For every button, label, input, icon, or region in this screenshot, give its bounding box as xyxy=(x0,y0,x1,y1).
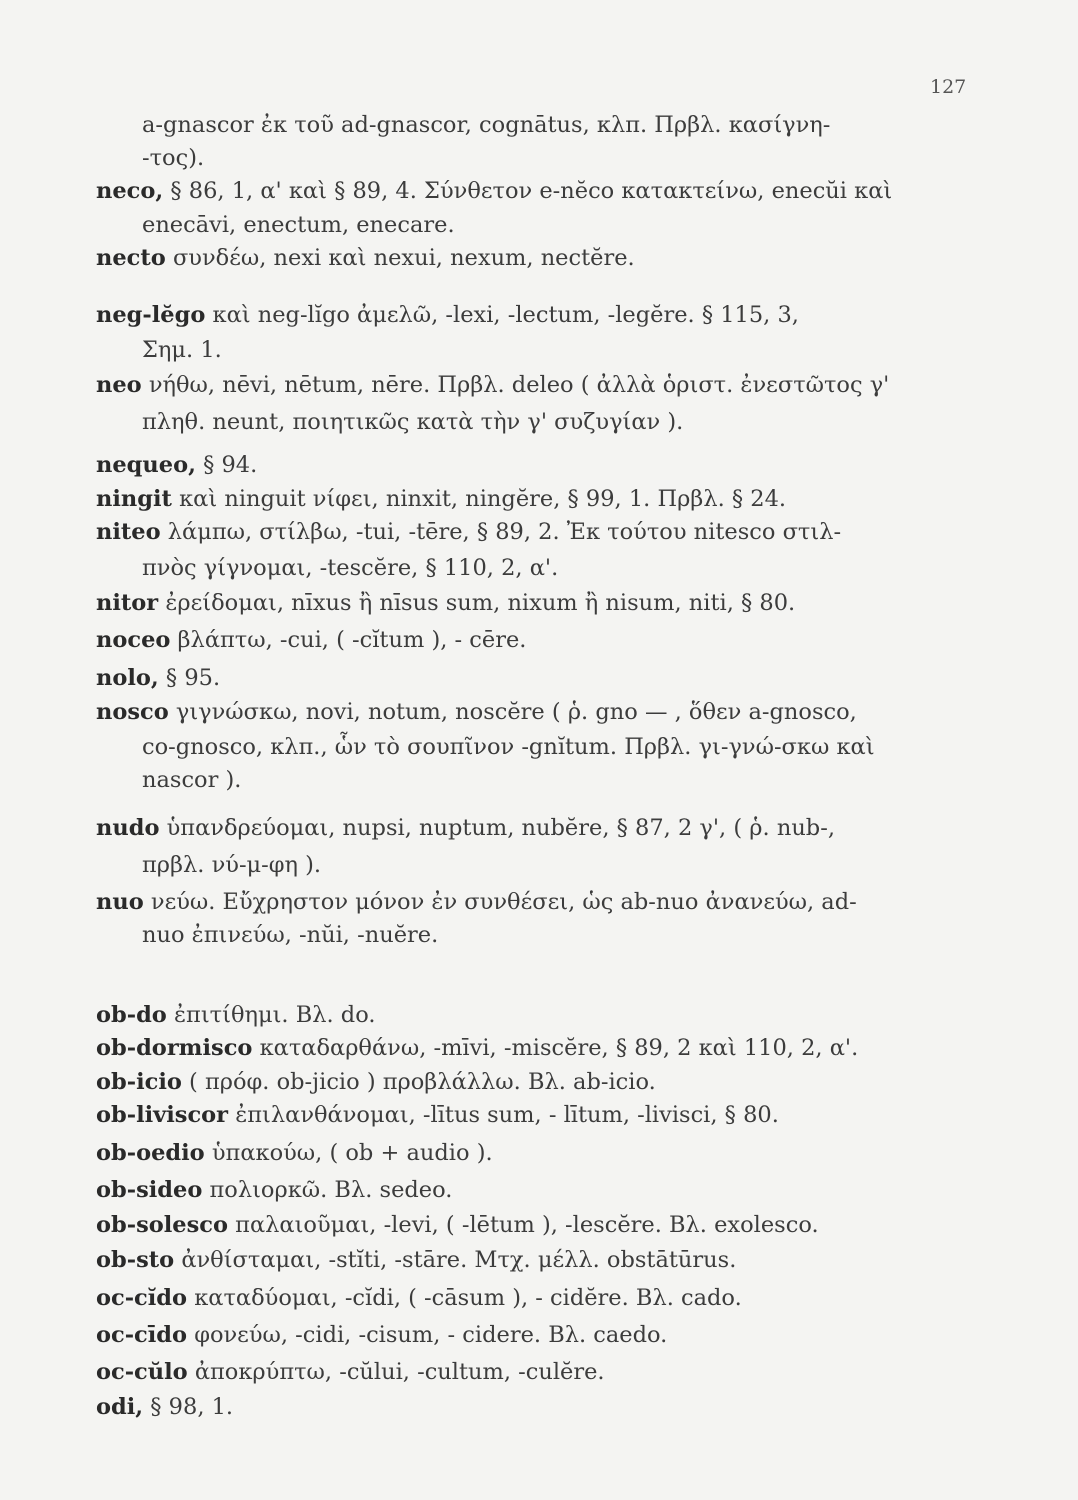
headword: nitor xyxy=(96,590,159,616)
entry-line xyxy=(96,1067,656,1097)
entry-line xyxy=(96,1175,452,1205)
entry-line xyxy=(96,588,795,618)
entry-line xyxy=(96,484,786,514)
entry-line xyxy=(96,517,841,547)
headword: necto xyxy=(96,245,166,271)
entry-text: ὑπανδρεύομαι, nupsi, nuptum, nubĕre, § 87, 2 γ', ( ῥ. nub-, xyxy=(166,815,835,841)
entry-text: ὑπακούω, ( ob + audio ). xyxy=(211,1140,493,1166)
headword: oc-cīdo xyxy=(96,1322,188,1348)
entry-text: καταδύομαι, -cĭdi, ( -cāsum ), - cidĕre. Βλ. cado. xyxy=(194,1285,742,1311)
entry-line xyxy=(96,1283,742,1313)
entry-line xyxy=(142,407,683,437)
headword: ob-sideo xyxy=(96,1177,203,1203)
headword: nequeo, xyxy=(96,452,196,478)
entry-line xyxy=(96,1210,819,1240)
headword: nudo xyxy=(96,815,160,841)
entry-line xyxy=(96,813,835,843)
headword: noceo xyxy=(96,627,171,653)
entry-line xyxy=(96,1100,779,1130)
entry-text: ἀνθίσταμαι, -stĭti, -stāre. Μτχ. μέλλ. obstātūrus. xyxy=(181,1247,737,1273)
headword: ob-oedio xyxy=(96,1140,205,1166)
entry-text: Σημ. 1. xyxy=(142,337,222,363)
entry-line xyxy=(96,625,526,655)
entry-text: nascor ). xyxy=(142,767,242,793)
entry-text: ἀποκρύπτω, -cŭlui, -cultum, -culĕre. xyxy=(194,1359,605,1385)
entry-text: § 94. xyxy=(203,452,258,478)
entry-text: a-gnascor ἐκ τοῦ ad-gnascor, cognātus, κλπ. Πρβλ. κασίγνη- xyxy=(142,112,831,138)
headword: ob-sto xyxy=(96,1247,175,1273)
entry-text: ἐπιτίθημι. Βλ. do. xyxy=(173,1002,376,1028)
entry-line xyxy=(142,143,204,173)
headword: oc-cĭdo xyxy=(96,1285,188,1311)
entry-line xyxy=(96,1357,605,1387)
headword: neo xyxy=(96,372,142,398)
entry-line xyxy=(96,1000,376,1030)
entry-line xyxy=(142,553,558,583)
entry-line xyxy=(96,176,892,206)
entry-line xyxy=(96,300,799,330)
entry-line xyxy=(96,1392,233,1422)
entry-text: πνὸς γίγνομαι, -tescĕre, § 110, 2, α'. xyxy=(142,555,559,581)
entry-line xyxy=(142,110,830,140)
entry-text: φονεύω, -cidi, -cisum, - cidere. Βλ. caedo. xyxy=(194,1322,668,1348)
entry-text: § 98, 1. xyxy=(150,1394,234,1420)
entry-line xyxy=(96,1138,493,1168)
headword: ob-do xyxy=(96,1002,167,1028)
entry-line xyxy=(96,1033,858,1063)
entry-text: enecāvi, enectum, enecare. xyxy=(142,212,455,238)
headword: ob-liviscor xyxy=(96,1102,229,1128)
entry-text: § 95. xyxy=(165,665,221,691)
entry-text: nuo ἐπινεύω, -nŭi, -nuĕre. xyxy=(142,922,439,948)
entry-text: καταδαρθάνω, -mīvi, -miscĕre, § 89, 2 καὶ 110, 2, α'. xyxy=(259,1035,859,1061)
headword: odi, xyxy=(96,1394,144,1420)
headword: neco, xyxy=(96,178,164,204)
entry-line xyxy=(142,765,241,795)
entry-text: § 86, 1, α' καὶ § 89, 4. Σύνθετον e-nĕco κατακτείνω, enecŭi καὶ xyxy=(170,178,893,204)
headword: niteo xyxy=(96,519,161,545)
headword: neg-lĕgo xyxy=(96,302,206,328)
entry-text: παλαιοῦμαι, -levi, ( -lētum ), -lescĕre. Βλ. exolesco. xyxy=(235,1212,819,1238)
entry-text: νεύω. Εὔχρηστον μόνον ἐν συνθέσει, ὡς ab-nuo ἀνανεύω, ad- xyxy=(150,889,857,915)
entry-text: ἐρείδομαι, nīxus ἢ nīsus sum, nixum ἢ nisum, niti, § 80. xyxy=(165,590,796,616)
headword: ob-dormisco xyxy=(96,1035,253,1061)
entry-line xyxy=(142,335,222,365)
headword: nuo xyxy=(96,889,144,915)
entry-line xyxy=(96,1320,667,1350)
headword: ningit xyxy=(96,486,172,512)
entry-line xyxy=(96,450,257,480)
headword: nolo, xyxy=(96,665,159,691)
entry-line xyxy=(96,370,889,400)
entry-text: πολιορκῶ. Βλ. sedeo. xyxy=(209,1177,453,1203)
entry-line xyxy=(142,732,875,762)
entry-line xyxy=(142,850,321,880)
entry-text: -τος). xyxy=(142,145,205,171)
entry-text: νήθω, nēvi, nētum, nēre. Πρβλ. deleo ( ἀλλὰ ὁριστ. ἐνεστῶτος γ' xyxy=(148,372,890,398)
entry-text: co-gnosco, κλπ., ὧν τὸ σουπῖνον -gnĭtum. Πρβλ. γι-γνώ-σκω καὶ xyxy=(142,734,875,760)
entry-text: βλάπτω, -cui, ( -cĭtum ), - cēre. xyxy=(177,627,527,653)
headword: ob-icio xyxy=(96,1069,182,1095)
entry-line xyxy=(96,697,857,727)
entry-text: πρβλ. νύ-μ-φη ). xyxy=(142,852,322,878)
entry-text: γιγνώσκω, novi, notum, noscĕre ( ῥ. gno — , ὅθεν a-gnosco, xyxy=(175,699,857,725)
entry-text: λάμπω, στίλβω, -tui, -tēre, § 89, 2. Ἐκ τούτου nitesco στιλ- xyxy=(167,519,842,545)
page-number: 127 xyxy=(930,76,967,98)
headword: oc-cŭlo xyxy=(96,1359,188,1385)
entry-line xyxy=(142,920,438,950)
entry-line xyxy=(96,887,857,917)
entry-text: καὶ neg-lĭgo ἀμελῶ, -lexi, -lectum, -legĕre. § 115, 3, xyxy=(212,302,799,328)
entry-text: ἐπιλανθάνομαι, -lītus sum, - lītum, -livisci, § 80. xyxy=(235,1102,779,1128)
entry-text: καὶ ninguit νίφει, ninxit, ningĕre, § 99, 1. Πρβλ. § 24. xyxy=(179,486,787,512)
entry-text: πληθ. neunt, ποιητικῶς κατὰ τὴν γ' συζυγίαν ). xyxy=(142,409,684,435)
headword: ob-solesco xyxy=(96,1212,228,1238)
headword: nosco xyxy=(96,699,169,725)
entry-line xyxy=(142,210,455,240)
entry-text: συνδέω, nexi καὶ nexui, nexum, nectĕre. xyxy=(172,245,635,271)
entry-line xyxy=(96,243,635,273)
entry-line xyxy=(96,663,220,693)
entry-text: ( πρόφ. ob-jicio ) προβλάλλω. Βλ. ab-icio. xyxy=(189,1069,656,1095)
entry-line xyxy=(96,1245,736,1275)
